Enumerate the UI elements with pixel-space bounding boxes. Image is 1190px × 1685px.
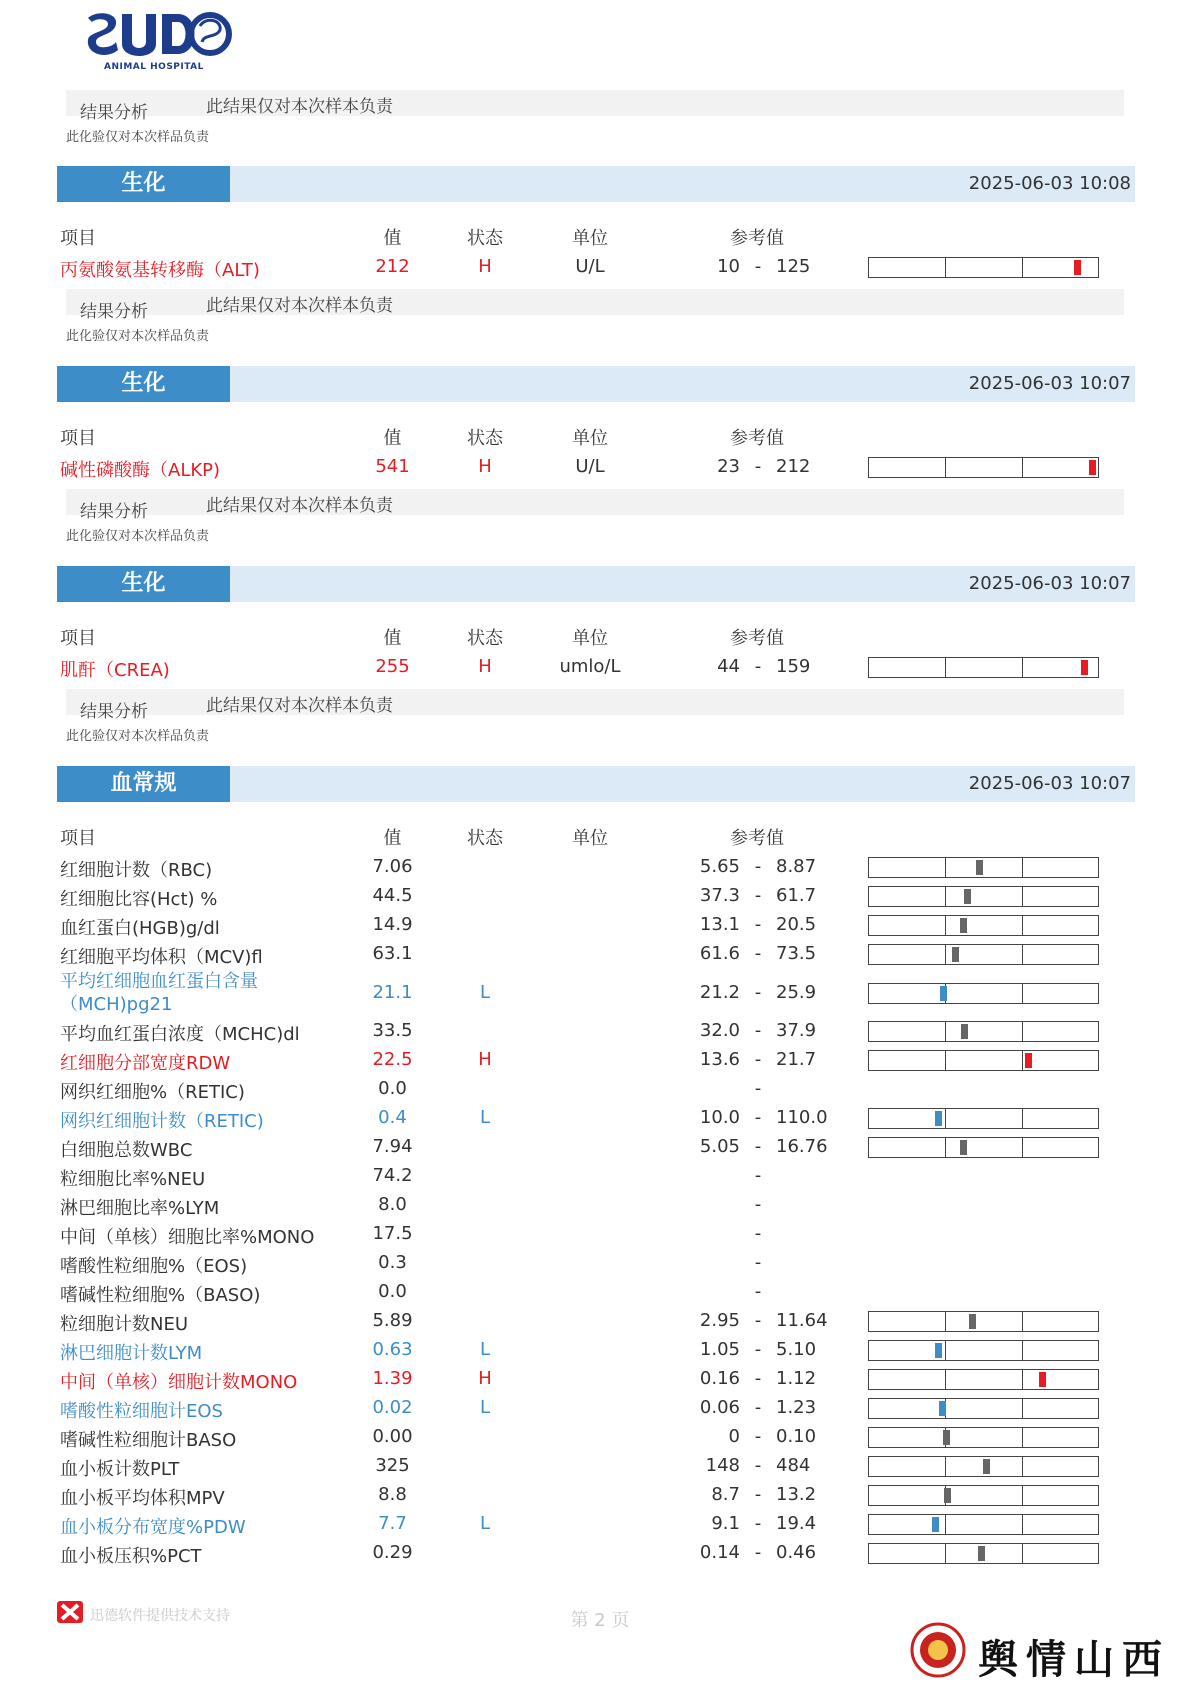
hospital-logo xyxy=(82,6,232,74)
gauge-divider xyxy=(1022,984,1023,1003)
range-gauge xyxy=(868,657,1099,678)
gauge-marker xyxy=(983,1459,990,1474)
gauge-marker xyxy=(944,1488,951,1503)
gauge-marker xyxy=(952,947,959,962)
ref-high: 73.5 xyxy=(776,943,817,964)
col-header-unit: 单位 xyxy=(572,428,608,449)
row-value: 8.0 xyxy=(378,1194,407,1215)
row-status: L xyxy=(479,1339,491,1360)
ref-low: 61.6 xyxy=(699,943,740,964)
row-status: H xyxy=(478,256,492,277)
gauge-marker xyxy=(935,1111,942,1126)
logo-mark-icon xyxy=(82,6,232,62)
ref-high: 5.10 xyxy=(776,1339,817,1360)
ref-dash: - xyxy=(754,1281,762,1302)
ref-dash: - xyxy=(754,456,762,477)
vendor-logo-icon xyxy=(57,1601,83,1627)
section-header xyxy=(57,766,1135,802)
row-value: 0.29 xyxy=(372,1542,413,1563)
ref-dash: - xyxy=(754,1368,762,1389)
row-value: 0.3 xyxy=(378,1252,407,1273)
ref-high: 484 xyxy=(776,1455,811,1476)
gauge-divider xyxy=(1022,1312,1023,1331)
gauge-marker xyxy=(1074,260,1081,275)
ref-low: 23 xyxy=(717,456,740,477)
row-value: 0.63 xyxy=(372,1339,413,1360)
gauge-divider xyxy=(945,1457,946,1476)
result-text: 此结果仅对本次样本负责 xyxy=(206,696,393,716)
ref-high: 25.9 xyxy=(776,982,817,1003)
row-name: 红细胞平均体积（MCV)fl xyxy=(60,947,263,968)
gauge-divider xyxy=(1022,1051,1023,1070)
gauge-marker xyxy=(935,1343,942,1358)
row-name: 粒细胞计数NEU xyxy=(60,1314,189,1335)
ref-dash: - xyxy=(754,914,762,935)
row-value: 17.5 xyxy=(372,1223,413,1244)
col-header-status: 状态 xyxy=(467,428,503,449)
ref-low: 21.2 xyxy=(699,982,740,1003)
row-name: 肌酐（CREA) xyxy=(60,660,170,681)
row-value: 212 xyxy=(375,256,410,277)
gauge-divider xyxy=(945,1109,946,1128)
col-header-ref: 参考值 xyxy=(730,428,784,449)
row-name: 红细胞比容(Hct) % xyxy=(60,889,218,910)
ref-dash: - xyxy=(754,1136,762,1157)
gauge-divider xyxy=(945,458,946,477)
result-text: 此结果仅对本次样本负责 xyxy=(206,496,393,516)
top-result-text: 此结果仅对本次样本负责 xyxy=(206,97,393,117)
ref-high: 125 xyxy=(776,256,811,277)
row-value: 33.5 xyxy=(372,1020,413,1041)
row-status: L xyxy=(479,1397,491,1418)
row-value: 5.89 xyxy=(372,1310,413,1331)
gauge-marker xyxy=(978,1546,985,1561)
row-value: 74.2 xyxy=(372,1165,413,1186)
ref-dash: - xyxy=(754,1223,762,1244)
ref-dash: - xyxy=(754,1542,762,1563)
watermark-text: 舆情山西 xyxy=(978,1636,1170,1683)
ref-high: 11.64 xyxy=(776,1310,828,1331)
gauge-divider xyxy=(945,1138,946,1157)
row-status: H xyxy=(478,1368,492,1389)
row-name: 嗜酸性粒细胞计EOS xyxy=(60,1401,223,1422)
gauge-marker xyxy=(1081,660,1088,675)
row-name: 嗜碱性粒细胞计BASO xyxy=(60,1430,237,1451)
row-name: 嗜碱性粒细胞%（BASO) xyxy=(60,1285,261,1306)
range-gauge xyxy=(868,886,1099,907)
gauge-marker xyxy=(976,860,983,875)
row-name: 丙氨酸氨基转移酶（ALT) xyxy=(60,260,260,281)
col-header-item: 项目 xyxy=(60,628,96,649)
row-status: L xyxy=(479,982,491,1003)
gauge-marker xyxy=(969,1314,976,1329)
ref-low: 10 xyxy=(717,256,740,277)
gauge-divider xyxy=(1022,887,1023,906)
gauge-marker xyxy=(960,918,967,933)
section-header xyxy=(57,366,1135,402)
row-name: 血小板计数PLT xyxy=(60,1459,180,1480)
range-gauge xyxy=(868,257,1099,278)
range-gauge xyxy=(868,915,1099,936)
ref-low: 148 xyxy=(705,1455,740,1476)
ref-low: 9.1 xyxy=(711,1513,740,1534)
row-name: 血红蛋白(HGB)g/dl xyxy=(60,918,220,939)
row-name: 网织红细胞计数（RETIC) xyxy=(60,1111,264,1132)
row-value: 7.94 xyxy=(372,1136,413,1157)
row-value: 255 xyxy=(375,656,410,677)
result-note: 此化验仅对本次样品负责 xyxy=(66,729,210,744)
range-gauge xyxy=(868,1456,1099,1477)
ref-high: 19.4 xyxy=(776,1513,817,1534)
ref-dash: - xyxy=(754,1426,762,1447)
row-name: 碱性磷酸酶（ALKP) xyxy=(60,460,221,481)
top-note: 此化验仅对本次样品负责 xyxy=(66,130,210,145)
row-name: 血小板压积%PCT xyxy=(60,1546,202,1567)
row-status: L xyxy=(479,1513,491,1534)
gauge-divider xyxy=(945,258,946,277)
support-text: 迅德软件提供技术支持 xyxy=(90,1608,230,1624)
row-value: 7.7 xyxy=(378,1513,407,1534)
row-unit: U/L xyxy=(575,256,605,277)
gauge-divider xyxy=(945,1515,946,1534)
ref-high: 16.76 xyxy=(776,1136,828,1157)
range-gauge xyxy=(868,1340,1099,1361)
ref-dash: - xyxy=(754,1194,762,1215)
gauge-marker xyxy=(943,1430,950,1445)
col-header-value: 值 xyxy=(383,428,402,449)
result-label: 结果分析 xyxy=(80,702,148,722)
ref-high: 1.23 xyxy=(776,1397,817,1418)
ref-high: 61.7 xyxy=(776,885,817,906)
row-value: 0.4 xyxy=(378,1107,407,1128)
ref-low: 5.65 xyxy=(699,856,740,877)
section-header xyxy=(57,566,1135,602)
ref-dash: - xyxy=(754,1513,762,1534)
result-label: 结果分析 xyxy=(80,502,148,522)
ref-low: 2.95 xyxy=(699,1310,740,1331)
gauge-divider xyxy=(1022,1428,1023,1447)
range-gauge xyxy=(868,457,1099,478)
result-text: 此结果仅对本次样本负责 xyxy=(206,296,393,316)
col-header-status: 状态 xyxy=(467,828,503,849)
gauge-divider xyxy=(945,1051,946,1070)
col-header-item: 项目 xyxy=(60,828,96,849)
row-name: 淋巴细胞比率%LYM xyxy=(60,1198,220,1219)
range-gauge xyxy=(868,1137,1099,1158)
ref-low: 1.05 xyxy=(699,1339,740,1360)
row-name: 中间（单核）细胞比率%MONO xyxy=(60,1227,315,1248)
gauge-divider xyxy=(945,916,946,935)
col-header-value: 值 xyxy=(383,628,402,649)
ref-high: 8.87 xyxy=(776,856,817,877)
gauge-divider xyxy=(1022,1022,1023,1041)
row-name: 白细胞总数WBC xyxy=(60,1140,193,1161)
gauge-divider xyxy=(945,945,946,964)
gauge-divider xyxy=(1022,1486,1023,1505)
row-name: 血小板分布宽度%PDW xyxy=(60,1517,246,1538)
ref-high: 212 xyxy=(776,456,811,477)
ref-dash: - xyxy=(754,1455,762,1476)
row-value: 14.9 xyxy=(372,914,413,935)
ref-low: 10.0 xyxy=(699,1107,740,1128)
range-gauge xyxy=(868,1108,1099,1129)
ref-dash: - xyxy=(754,1078,762,1099)
logo-subtitle: ANIMAL HOSPITAL xyxy=(104,62,204,72)
section-title: 生化 xyxy=(57,166,230,202)
row-status: H xyxy=(478,656,492,677)
gauge-divider xyxy=(1022,1109,1023,1128)
ref-dash: - xyxy=(754,1107,762,1128)
row-name: 红细胞分部宽度RDW xyxy=(60,1053,231,1074)
ref-low: 0.14 xyxy=(699,1542,740,1563)
ref-low: 13.1 xyxy=(699,914,740,935)
gauge-divider xyxy=(945,658,946,677)
ref-low: 0 xyxy=(728,1426,740,1447)
ref-high: 37.9 xyxy=(776,1020,817,1041)
row-status: H xyxy=(478,456,492,477)
row-value: 21.1 xyxy=(372,982,413,1003)
col-header-status: 状态 xyxy=(467,228,503,249)
col-header-ref: 参考值 xyxy=(730,228,784,249)
ref-high: 21.7 xyxy=(776,1049,817,1070)
ref-dash: - xyxy=(754,856,762,877)
row-name: 嗜酸性粒细胞%（EOS) xyxy=(60,1256,248,1277)
row-value: 7.06 xyxy=(372,856,413,877)
gauge-divider xyxy=(1022,658,1023,677)
gauge-marker xyxy=(932,1517,939,1532)
row-value: 1.39 xyxy=(372,1368,413,1389)
row-value: 8.8 xyxy=(378,1484,407,1505)
ref-high: 0.46 xyxy=(776,1542,817,1563)
range-gauge xyxy=(868,1398,1099,1419)
row-value: 0.02 xyxy=(372,1397,413,1418)
gauge-divider xyxy=(945,1312,946,1331)
range-gauge xyxy=(868,1543,1099,1564)
row-name: 粒细胞比率%NEU xyxy=(60,1169,206,1190)
row-name: 平均红细胞血红蛋白含量（MCH)pg21 xyxy=(60,971,258,1015)
gauge-marker xyxy=(961,1024,968,1039)
row-value: 0.0 xyxy=(378,1078,407,1099)
range-gauge xyxy=(868,1369,1099,1390)
row-value: 0.00 xyxy=(372,1426,413,1447)
row-name: 网织红细胞%（RETIC) xyxy=(60,1082,245,1103)
range-gauge xyxy=(868,1514,1099,1535)
result-label: 结果分析 xyxy=(80,302,148,322)
col-header-unit: 单位 xyxy=(572,828,608,849)
ref-high: 13.2 xyxy=(776,1484,817,1505)
gauge-marker xyxy=(939,1401,946,1416)
top-result-label: 结果分析 xyxy=(80,103,148,123)
row-unit: U/L xyxy=(575,456,605,477)
row-name: 红细胞计数（RBC) xyxy=(60,860,213,881)
result-note: 此化验仅对本次样品负责 xyxy=(66,529,210,544)
ref-dash: - xyxy=(754,1484,762,1505)
row-name: 淋巴细胞计数LYM xyxy=(60,1343,203,1364)
row-unit: umlo/L xyxy=(559,656,621,677)
col-header-unit: 单位 xyxy=(572,228,608,249)
ref-dash: - xyxy=(754,885,762,906)
range-gauge xyxy=(868,1050,1099,1071)
row-value: 0.0 xyxy=(378,1281,407,1302)
ref-high: 0.10 xyxy=(776,1426,817,1447)
range-gauge xyxy=(868,944,1099,965)
col-header-ref: 参考值 xyxy=(730,828,784,849)
section-timestamp: 2025-06-03 10:08 xyxy=(968,173,1131,194)
gauge-divider xyxy=(1022,1341,1023,1360)
ref-low: 13.6 xyxy=(699,1049,740,1070)
gauge-marker xyxy=(1025,1053,1032,1068)
ref-low: 8.7 xyxy=(711,1484,740,1505)
row-status: L xyxy=(479,1107,491,1128)
section-timestamp: 2025-06-03 10:07 xyxy=(968,373,1131,394)
row-value: 22.5 xyxy=(372,1049,413,1070)
ref-low: 37.3 xyxy=(699,885,740,906)
range-gauge xyxy=(868,1021,1099,1042)
range-gauge xyxy=(868,983,1099,1004)
gauge-divider xyxy=(1022,1399,1023,1418)
ref-dash: - xyxy=(754,1397,762,1418)
gauge-divider xyxy=(945,1341,946,1360)
range-gauge xyxy=(868,1311,1099,1332)
gauge-divider xyxy=(945,1544,946,1563)
ref-low: 5.05 xyxy=(699,1136,740,1157)
gauge-divider xyxy=(945,887,946,906)
col-header-item: 项目 xyxy=(60,228,96,249)
gauge-divider xyxy=(945,1022,946,1041)
ref-high: 1.12 xyxy=(776,1368,817,1389)
col-header-value: 值 xyxy=(383,228,402,249)
section-title: 生化 xyxy=(57,566,230,602)
row-name: 平均血红蛋白浓度（MCHC)dl xyxy=(60,1024,300,1045)
gauge-marker xyxy=(1089,460,1096,475)
ref-dash: - xyxy=(754,1310,762,1331)
gauge-divider xyxy=(1022,258,1023,277)
col-header-ref: 参考值 xyxy=(730,628,784,649)
row-status: H xyxy=(478,1049,492,1070)
ref-low: 32.0 xyxy=(699,1020,740,1041)
gauge-divider xyxy=(1022,1515,1023,1534)
ref-low: 44 xyxy=(717,656,740,677)
result-note: 此化验仅对本次样品负责 xyxy=(66,329,210,344)
row-value: 541 xyxy=(375,456,410,477)
ref-high: 20.5 xyxy=(776,914,817,935)
section-header xyxy=(57,166,1135,202)
row-value: 63.1 xyxy=(372,943,413,964)
ref-dash: - xyxy=(754,1339,762,1360)
gauge-divider xyxy=(1022,458,1023,477)
gauge-divider xyxy=(1022,1544,1023,1563)
gauge-divider xyxy=(945,1370,946,1389)
gauge-divider xyxy=(1022,1138,1023,1157)
ref-dash: - xyxy=(754,1165,762,1186)
page-number: 第 2 页 xyxy=(570,1610,630,1631)
section-title: 血常规 xyxy=(57,766,230,802)
ref-dash: - xyxy=(754,1252,762,1273)
range-gauge xyxy=(868,857,1099,878)
gauge-divider xyxy=(945,858,946,877)
gauge-marker xyxy=(960,1140,967,1155)
gauge-divider xyxy=(1022,858,1023,877)
watermark-badge-icon xyxy=(910,1622,966,1678)
row-value: 44.5 xyxy=(372,885,413,906)
ref-dash: - xyxy=(754,256,762,277)
gauge-divider xyxy=(1022,1370,1023,1389)
col-header-item: 项目 xyxy=(60,428,96,449)
ref-high: 159 xyxy=(776,656,811,677)
gauge-marker xyxy=(964,889,971,904)
ref-dash: - xyxy=(754,943,762,964)
ref-dash: - xyxy=(754,656,762,677)
col-header-value: 值 xyxy=(383,828,402,849)
gauge-divider xyxy=(1022,1457,1023,1476)
row-value: 325 xyxy=(375,1455,410,1476)
ref-dash: - xyxy=(754,1020,762,1041)
gauge-marker xyxy=(1039,1372,1046,1387)
gauge-divider xyxy=(1022,916,1023,935)
row-name: 中间（单核）细胞计数MONO xyxy=(60,1372,298,1393)
row-name: 血小板平均体积MPV xyxy=(60,1488,225,1509)
section-title: 生化 xyxy=(57,366,230,402)
col-header-unit: 单位 xyxy=(572,628,608,649)
col-header-status: 状态 xyxy=(467,628,503,649)
section-timestamp: 2025-06-03 10:07 xyxy=(968,773,1131,794)
gauge-divider xyxy=(1022,945,1023,964)
ref-high: 110.0 xyxy=(776,1107,828,1128)
ref-low: 0.06 xyxy=(699,1397,740,1418)
gauge-marker xyxy=(940,986,947,1001)
ref-dash: - xyxy=(754,982,762,1003)
range-gauge xyxy=(868,1485,1099,1506)
ref-low: 0.16 xyxy=(699,1368,740,1389)
section-timestamp: 2025-06-03 10:07 xyxy=(968,573,1131,594)
range-gauge xyxy=(868,1427,1099,1448)
ref-dash: - xyxy=(754,1049,762,1070)
